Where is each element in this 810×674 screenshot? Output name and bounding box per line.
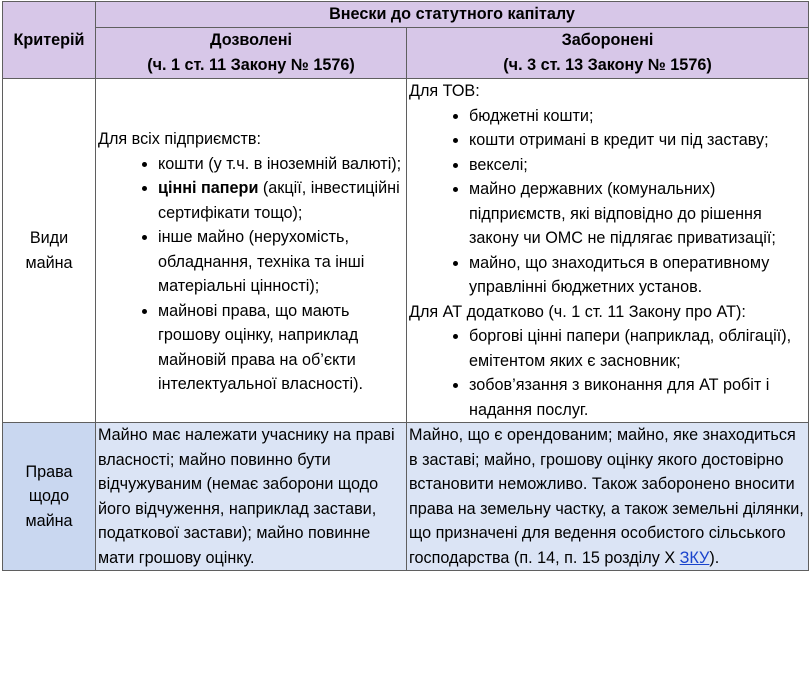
list-item: • кошти отримані в кредит чи під заставу; [469, 128, 806, 153]
list-item [158, 176, 404, 225]
forbidden-header [407, 28, 809, 79]
allowed-header-ref: (ч. 1 ст. 11 Закону № 1576) [147, 55, 355, 74]
list-item: • бюджетні кошти; [469, 104, 806, 129]
property-kinds-row [3, 79, 809, 423]
property-rights-label-line3: майна [25, 511, 73, 530]
allowed-kinds-spacer [98, 79, 404, 127]
forbidden-kinds-list-jsc [409, 324, 806, 422]
forbidden-rights-tail: ). [709, 548, 720, 567]
header-row-1 [3, 2, 809, 28]
forbidden-kinds-intro: Для ТОВ: [409, 82, 480, 100]
header-row-2 [3, 28, 809, 79]
property-kinds-label [3, 79, 96, 423]
allowed-rights-cell [96, 423, 407, 571]
forbidden-kinds-list [409, 104, 806, 300]
allowed-rights-text: Майно має належати учаснику на праві власності; майно повинно бути відчужуваним (немає заборони щодо його відчуження, наприклад застави, податкової застави); майно повинне мати грошову оцінку. [98, 426, 395, 567]
allowed-header [96, 28, 407, 79]
criterion-header: Критерій [3, 2, 96, 79]
securities-rest: (акції, інвестиційні сертифікати тощо); [158, 179, 400, 222]
forbidden-header-ref: (ч. 3 ст. 13 Закону № 1576) [503, 55, 712, 74]
allowed-kinds-intro: Для всіх підприємств: [98, 130, 261, 148]
list-item: • майно, що знаходиться в оперативному управлінні бюджетних установ. [469, 251, 806, 300]
securities-bold: цінні папери [158, 179, 259, 197]
table-title: Внески до статутного капіталу [96, 2, 809, 28]
property-kinds-label-line2: майна [25, 253, 73, 272]
property-rights-label-line2: щодо [28, 487, 70, 506]
allowed-header-title: Дозволені [209, 31, 293, 49]
list-item: • інше майно (нерухомість, обладнання, техніка та інші матеріальні цінності); [158, 225, 404, 299]
list-item: • зобов’язання з виконання для АТ робіт і надання послуг. [469, 373, 806, 422]
forbidden-rights-text: Майно, що є орендованим; майно, яке знаходиться в заставі; майно, грошову оцінку якого достовірно встановити неможливо. Також заборонено вносити права на земельну частку, а також земельні ділянки, що призначені для ведення особистого сільського господарства (п. 14, п. 15 розділу Х [409, 426, 804, 567]
forbidden-header-title: Заборонені [561, 31, 654, 49]
list-item: • майнові права, що мають грошову оцінку, наприклад майновій права на об’єкти інтелектуальної власності). [158, 299, 404, 397]
list-item: • векселі; [469, 153, 806, 178]
allowed-kinds-list [98, 152, 404, 397]
allowed-kinds-cell [96, 79, 407, 423]
land-code-link[interactable]: ЗКУ [679, 548, 710, 567]
list-item: • майно державних (комунальних) підприємств, які відповідно до рішення закону чи ОМС не підлягає приватизації; [469, 177, 806, 251]
list-item: • боргові цінні папери (наприклад, облігації), емітентом яких є засновник; [469, 324, 806, 373]
property-rights-label-line1: Права [25, 462, 73, 481]
forbidden-kinds-intro-jsc: Для АТ додатково (ч. 1 ст. 11 Закону про АТ): [409, 302, 746, 321]
property-kinds-label-line1: Види [29, 229, 69, 247]
forbidden-rights-cell [407, 423, 809, 571]
list-item: • кошти (у т.ч. в іноземній валюті); [158, 152, 404, 177]
contribution-table [2, 1, 809, 571]
property-rights-row [3, 423, 809, 571]
property-rights-label [3, 423, 96, 571]
forbidden-kinds-cell [407, 79, 809, 423]
